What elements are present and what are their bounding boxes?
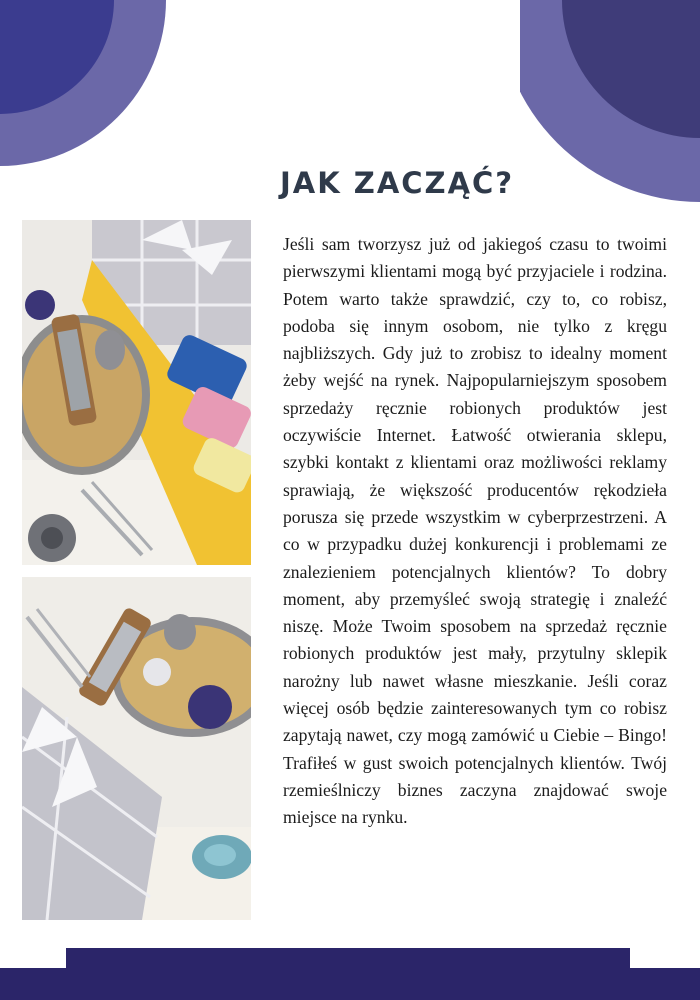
page-title: JAK ZACZĄĆ? (280, 166, 515, 200)
article-body-text: Jeśli sam tworzysz już od jakiegoś czasu to twoimi pierwszymi klientami mogą być przyjaciele i rodzina. Potem warto także sprawdzić, czy to, co robisz, podoba się innym osobom, nie tylko z kręgu najbliższych. Gdy już to zrobisz to idealny moment żeby wejść na rynek. Najpopularniejszym sposobem sprzedaży ręcznie robionych produktów jest oczywiście Internet. Łatwość otwierania sklepu, szybki kontakt z klientami oraz możliwości reklamy sprawiają, że większość producentów rękodzieła porusza się przede wszystkim w cyberprzestrzeni. A co w przypadku dużej konkurencji i problemami ze znalezieniem potencjalnych klientów? To dobry moment, aby przemyśleć swoją strategię i znaleźć niszę. Może Twoim sposobem na sprzedaż ręcznie robionych produktów jest mały, przytulny sklepik narożny lub nawet własne mieszkanie. Jeśli coraz więcej osób będzie zainteresowanych tym co robisz zapytają nawet, czy mogą zamówić u Ciebie – Bingo! Trafiłeś w gust swoich potencjalnych klientów. Twój rzemieślniczy biznes zaczyna znajdować swoje miejsce na rynku. (283, 234, 667, 828)
sewing-supplies-photo-bottom (22, 577, 251, 920)
sewing-supplies-photo-top (22, 220, 251, 565)
footer-band (0, 948, 700, 1000)
decorative-circles-top-left (0, 0, 170, 170)
decorative-circles-top-right (520, 0, 700, 205)
